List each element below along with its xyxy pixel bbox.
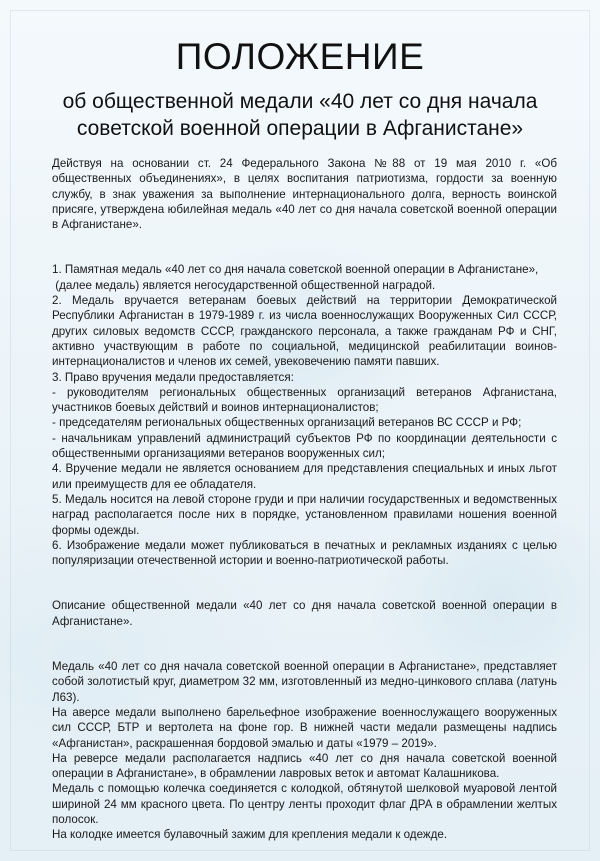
item-3: 3. Право вручения медали предоставляется: [52, 370, 294, 384]
spacer [52, 583, 557, 598]
item-3-sub-1: - руководителям региональных общественных организаций ветеранов Афганистана, участников боевых действий и воинов интернационалистов; [52, 385, 557, 415]
item-2: 2. Медаль вручается ветеранам боевых действий на территории Демократической Республики Афганистан в 1979-1989 г. из числа военнослужащих Вооруженных Сил СССР, других силовых ведомств СССР, гражданского персонала, а также гражданам РФ и СНГ, активно участвующим в работе по социальной, медицинской реабилитации воинов- интернационалистов и членов их семей, увековечению памяти павших. [52, 294, 557, 369]
item-3-sub-3: - начальникам управлений администраций субъектов РФ по координации деятельности с общественными организациями ветеранов вооруженных сил; [52, 431, 557, 461]
description-paragraph-5: На колодке имеется булавочный зажим для крепления медали к одежде. [52, 828, 448, 842]
item-3-sub-2: - председателям региональных общественных организаций ветеранов ВС СССР и РФ; [52, 416, 522, 430]
spacer [52, 232, 557, 247]
item-6: 6. Изображение медали может публиковаться в печатных и рекламных изданиях с целью популяризации отечественной истории и военно-патриотической работы. [52, 538, 557, 568]
description-heading: Описание общественной медали «40 лет со дня начала советской военной операции в Афганистане». [52, 599, 557, 628]
description-paragraph-3: На реверсе медали располагается надпись «40 лет со дня начала советской военной операции в Афганистане», в обрамлении лавровых веток и автомат Калашникова. [52, 751, 557, 781]
item-4: 4. Вручение медали не является основанием для представления специальных и иных льгот или преимуществ для ее обладателя. [52, 462, 557, 491]
description-paragraph-1: Медаль «40 лет со дня начала советской военной операции в Афганистане», представляет собой золотистый круг, диаметром 32 мм, изготовленный из медно-цинкового сплава (латунь Л63). [52, 660, 557, 704]
item-1-cont: (далее медаль) является негосударственной общественной наградой. [52, 278, 436, 292]
item-1: 1. Памятная медаль «40 лет со дня начала советской военной операции в Афганистане», [52, 263, 539, 277]
intro-paragraph: Действуя на основании ст. 24 Федерального Закона №88 от 19 мая 2010 г. «Об общественных объединениях», в целях воспитания патриотизма, гордости за военную службу, в знак уважения за выполнение интернационального долга, верность воинской присяге, утверждена юбилейная медаль «40 лет со дня начала советской военной операции в Афганистане». [52, 157, 557, 232]
document-subtitle [40, 88, 560, 142]
subtitle-line-1: об общественной медали «40 лет со дня начала [62, 90, 538, 113]
subtitle-line-2: советской военной операции в Афганистане» [76, 117, 524, 140]
spacer [52, 247, 557, 262]
spacer [52, 644, 557, 659]
document-title: ПОЛОЖЕНИЕ [175, 36, 425, 77]
description-paragraph-4: Медаль с помощью колечка соединяется с колодкой, обтянутой шелковой муаровой лентой шириной 24 мм красного цвета. По центру ленты проходит флаг ДРА в обрамлении желтых полосок. [52, 782, 557, 826]
spacer [52, 629, 557, 644]
item-5: 5. Медаль носится на левой стороне груди и при наличии государственных и ведомственных наград располагается после них в порядке, установленном правилами ношения военной формы одежды. [52, 492, 557, 537]
spacer [52, 568, 557, 583]
document-body [52, 156, 557, 843]
description-paragraph-2: На аверсе медали выполнено барельефное изображение военнослужащего вооруженных сил СССР, БТР и вертолета на фоне гор. В нижней части медали размещены надпись «Афганистан», раскрашенная бордовой эмалью и даты «1979 – 2019». [52, 705, 557, 750]
